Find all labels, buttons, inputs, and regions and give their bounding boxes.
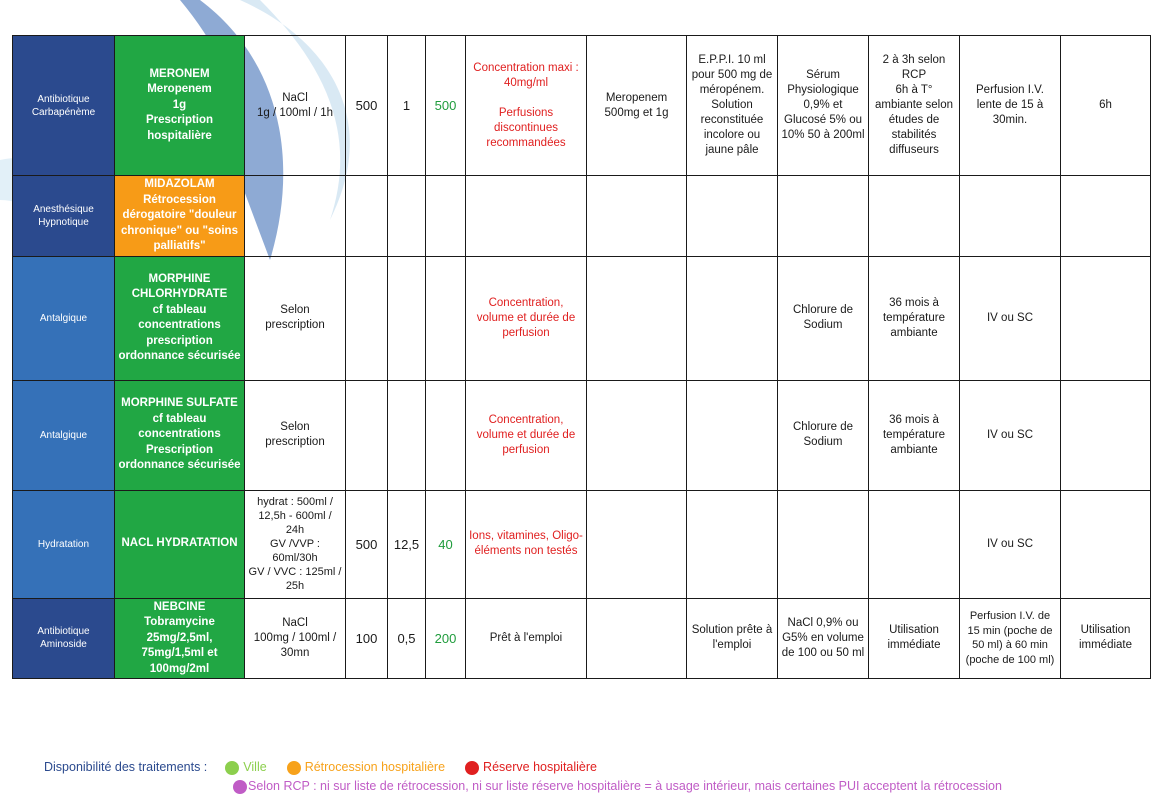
product-cell (587, 490, 687, 598)
duration-cell (1061, 256, 1151, 380)
stability-cell: 36 mois à température ambiante (869, 256, 960, 380)
drug-cell (115, 598, 245, 679)
duration-cell (1061, 380, 1151, 490)
drug-name: NEBCINE Tobramycine 25mg/2,5ml, 75mg/1,5ml et 100mg/2ml (141, 600, 218, 675)
duration-cell (1061, 490, 1151, 598)
category-cell: Hydratation (13, 490, 115, 598)
administration-cell: IV ou SC (960, 256, 1061, 380)
dilution-cell: Chlorure de Sodium (778, 256, 869, 380)
remark-cell: Concentration, volume et durée de perfusion (466, 256, 587, 380)
category-cell: Antalgique (13, 256, 115, 380)
green-dot-icon (225, 761, 239, 775)
legend-item-retrocession (287, 758, 445, 777)
stability-cell (869, 490, 960, 598)
stability-cell: 2 à 3h selon RCP 6h à T° ambiante selon études de stabilités diffuseurs (869, 36, 960, 176)
value-cell (346, 256, 388, 380)
value-cell: 1 (388, 36, 426, 176)
drug-cell (115, 380, 245, 490)
presentation-cell: NaCl 1g / 100ml / 1h (245, 36, 346, 176)
reconstitution-cell (687, 490, 778, 598)
dilution-cell (778, 176, 869, 257)
treatment-table (12, 35, 1151, 679)
drug-cell (115, 176, 245, 257)
category-cell: Anesthésique Hypnotique (13, 176, 115, 257)
presentation-cell: hydrat : 500ml / 12,5h - 600ml / 24h GV /VVP : 60ml/30h GV / VVC : 125ml / 25h (245, 490, 346, 598)
legend-label-ville: Ville (243, 760, 267, 774)
value-cell (388, 380, 426, 490)
legend-item-ville (225, 758, 266, 777)
stability-cell (869, 176, 960, 257)
table-row (13, 380, 1151, 490)
value-cell: 500 (346, 490, 388, 598)
red-dot-icon (465, 761, 479, 775)
duration-cell: 6h (1061, 36, 1151, 176)
administration-cell: IV ou SC (960, 490, 1061, 598)
table-row (13, 598, 1151, 679)
value-cell (388, 256, 426, 380)
value-cell: 0,5 (388, 598, 426, 679)
value-cell: 12,5 (388, 490, 426, 598)
dilution-cell (778, 490, 869, 598)
purple-dot-icon (233, 780, 247, 794)
drug-name: MIDAZOLAM Rétrocession dérogatoire "douleur chronique" ou "soins palliatifs" (121, 178, 238, 252)
presentation-cell (245, 176, 346, 257)
reconstitution-cell (687, 380, 778, 490)
table-row (13, 490, 1151, 598)
product-cell (587, 380, 687, 490)
legend-label-rcp: Selon RCP : ni sur liste de rétrocession, ni sur liste réserve hospitalière = à usage intérieur, mais certaines PUI acceptent la rétrocession (248, 779, 1002, 793)
value-cell-green (426, 176, 466, 257)
drug-cell (115, 490, 245, 598)
legend-item-reserve (465, 758, 597, 777)
value-cell-green: 40 (426, 490, 466, 598)
drug-cell (115, 36, 245, 176)
remark-cell (466, 176, 587, 257)
administration-cell: Perfusion I.V. lente de 15 à 30min. (960, 36, 1061, 176)
table-row (13, 36, 1151, 176)
dilution-cell: NaCl 0,9% ou G5% en volume de 100 ou 50 ml (778, 598, 869, 679)
duration-cell (1061, 176, 1151, 257)
presentation-cell: Selon prescription (245, 380, 346, 490)
category-cell: Antibiotique Aminoside (13, 598, 115, 679)
reconstitution-cell (687, 176, 778, 257)
value-cell-green (426, 380, 466, 490)
drug-name: NACL HYDRATATION (121, 537, 238, 550)
legend-label-reserve: Réserve hospitalière (483, 760, 597, 774)
remark-cell: Concentration, volume et durée de perfusion (466, 380, 587, 490)
dilution-cell: Chlorure de Sodium (778, 380, 869, 490)
stability-cell: Utilisation immédiate (869, 598, 960, 679)
stability-cell: 36 mois à température ambiante (869, 380, 960, 490)
legend-row-rcp (44, 777, 1002, 796)
reconstitution-cell (687, 256, 778, 380)
value-cell (388, 176, 426, 257)
remark-cell: Ions, vitamines, Oligo-éléments non testés (466, 490, 587, 598)
reconstitution-cell: Solution prête à l'emploi (687, 598, 778, 679)
value-cell-green: 200 (426, 598, 466, 679)
product-cell: Meropenem 500mg et 1g (587, 36, 687, 176)
category-cell: Antibiotique Carbapénème (13, 36, 115, 176)
product-cell (587, 256, 687, 380)
product-cell (587, 598, 687, 679)
presentation-cell: NaCl 100mg / 100ml / 30mn (245, 598, 346, 679)
orange-dot-icon (287, 761, 301, 775)
value-cell-green (426, 256, 466, 380)
availability-legend (44, 758, 1002, 796)
value-cell (346, 380, 388, 490)
drug-name: MORPHINE SULFATE cf tableau concentrations Prescription ordonnance sécurisée (118, 397, 241, 472)
administration-cell: Perfusion I.V. de 15 min (poche de 50 ml) à 60 min (poche de 100 ml) (960, 598, 1061, 679)
product-cell (587, 176, 687, 257)
legend-title: Disponibilité des traitements : (44, 760, 208, 774)
remark-cell: Concentration maxi : 40mg/ml Perfusions discontinues recommandées (466, 36, 587, 176)
legend-label-retrocession: Rétrocession hospitalière (304, 760, 446, 774)
legend-row-primary (44, 758, 1002, 777)
value-cell-green: 500 (426, 36, 466, 176)
dilution-cell: Sérum Physiologique 0,9% et Glucosé 5% ou 10% 50 à 200ml (778, 36, 869, 176)
duration-cell: Utilisation immédiate (1061, 598, 1151, 679)
presentation-cell: Selon prescription (245, 256, 346, 380)
drug-name: MERONEM Meropenem 1g Prescription hospitalière (145, 67, 214, 142)
drug-name: MORPHINE CHLORHYDRATE cf tableau concentrations prescription ordonnance sécurisée (118, 272, 241, 362)
administration-cell (960, 176, 1061, 257)
table-row (13, 256, 1151, 380)
reconstitution-cell: E.P.P.I. 10 ml pour 500 mg de méropénem. Solution reconstituée incolore ou jaune pâle (687, 36, 778, 176)
value-cell (346, 176, 388, 257)
value-cell: 100 (346, 598, 388, 679)
category-cell: Antalgique (13, 380, 115, 490)
drug-cell (115, 256, 245, 380)
administration-cell: IV ou SC (960, 380, 1061, 490)
remark-cell: Prêt à l'emploi (466, 598, 587, 679)
value-cell: 500 (346, 36, 388, 176)
table-row (13, 176, 1151, 257)
